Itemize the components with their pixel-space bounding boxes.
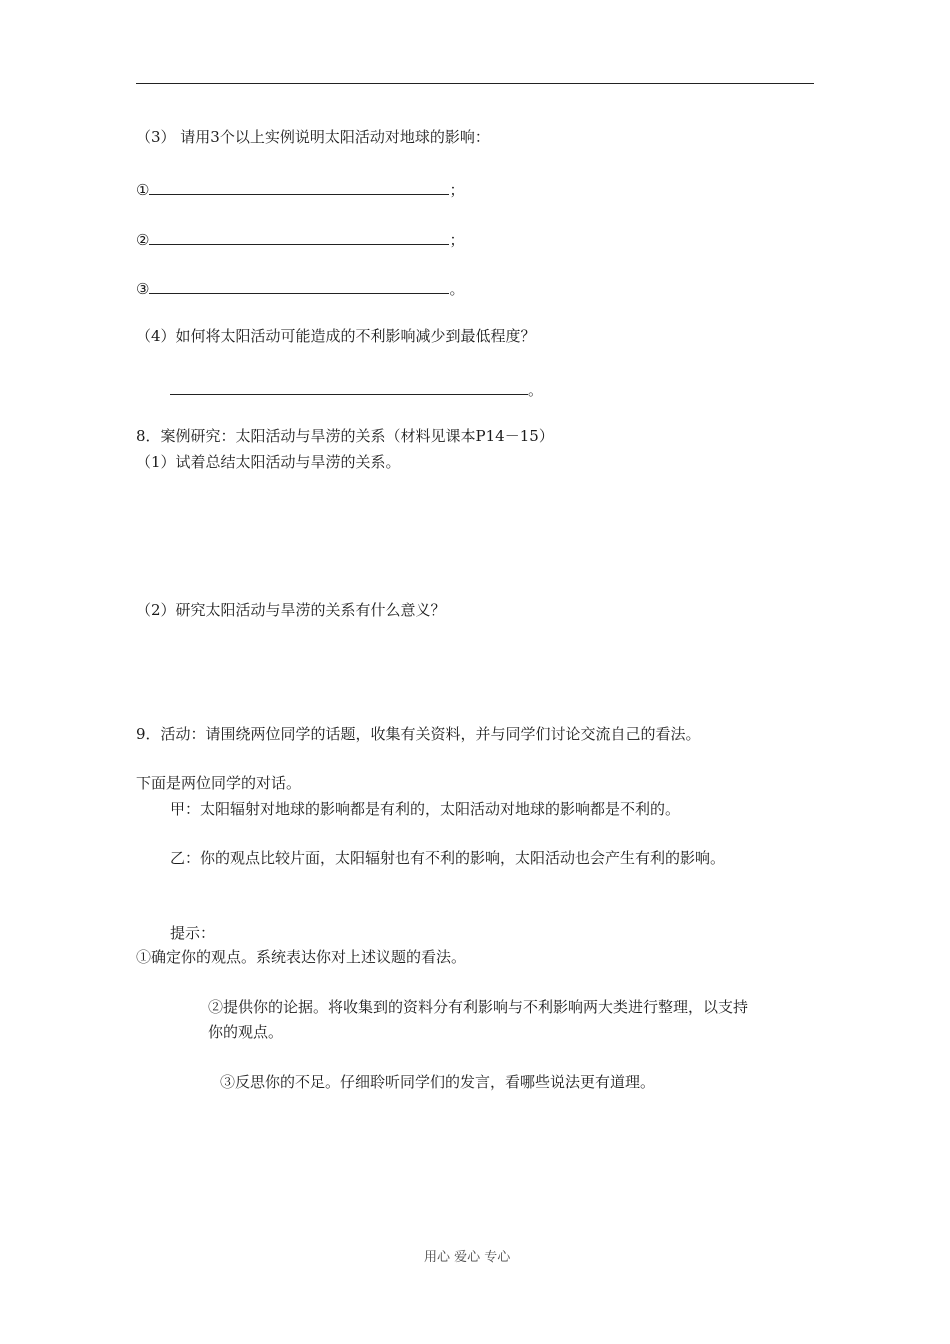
q3-item2-marker: ② [136,231,150,249]
q3-item1-end: ； [449,181,465,199]
q3-blank-3[interactable] [149,279,449,294]
q4-title: （4）如何将太阳活动可能造成的不利影响减少到最低程度？ [136,327,536,345]
q3-item1-marker: ① [136,181,150,199]
q8-sub1: （1）试着总结太阳活动与旱涝的关系。 [136,453,401,471]
q8-title: 8．案例研究：太阳活动与旱涝的关系（材料见课本P14－15） [136,427,554,445]
q9-hint-3: ③反思你的不足。仔细聆听同学们的发言，看哪些说法更有道理。 [220,1073,656,1091]
q9-title: 9．活动：请围绕两位同学的话题，收集有关资料，并与同学们讨论交流自己的看法。 [136,725,701,743]
page-footer: 用心 爱心 专心 [424,1250,511,1265]
q9-intro: 下面是两位同学的对话。 [136,774,302,792]
q3-blank-1[interactable] [149,180,449,195]
q4-end: 。 [528,381,544,399]
q3-item2-end: ； [449,231,465,249]
q9-hint-1: ①确定你的观点。系统表达你对上述议题的看法。 [136,948,467,966]
q8-sub2: （2）研究太阳活动与旱涝的关系有什么意义？ [136,601,446,619]
q4-blank[interactable] [170,380,528,395]
q3-item3-marker: ③ [136,280,150,298]
q3-title: （3） 请用3个以上实例说明太阳活动对地球的影响： [136,128,490,146]
q9-hint-2-line-2: 你的观点。 [208,1023,284,1041]
q3-item3-end: 。 [449,280,465,298]
q9-hint-2-line-1: ②提供你的论据。将收集到的资料分有利影响与不利影响两大类进行整理，以支持 [208,998,749,1016]
q4-answer-line [170,380,543,398]
q3-answer-line-2 [136,230,464,248]
q3-answer-line-1 [136,180,464,198]
q3-blank-2[interactable] [149,230,449,245]
header-rule [136,83,814,84]
q9-dialogue-yi: 乙：你的观点比较片面，太阳辐射也有不利的影响，太阳活动也会产生有利的影响。 [170,849,726,867]
q9-hint-label: 提示： [170,924,216,942]
q9-dialogue-jia: 甲：太阳辐射对地球的影响都是有利的，太阳活动对地球的影响都是不利的。 [170,800,681,818]
q3-answer-line-3 [136,279,464,297]
